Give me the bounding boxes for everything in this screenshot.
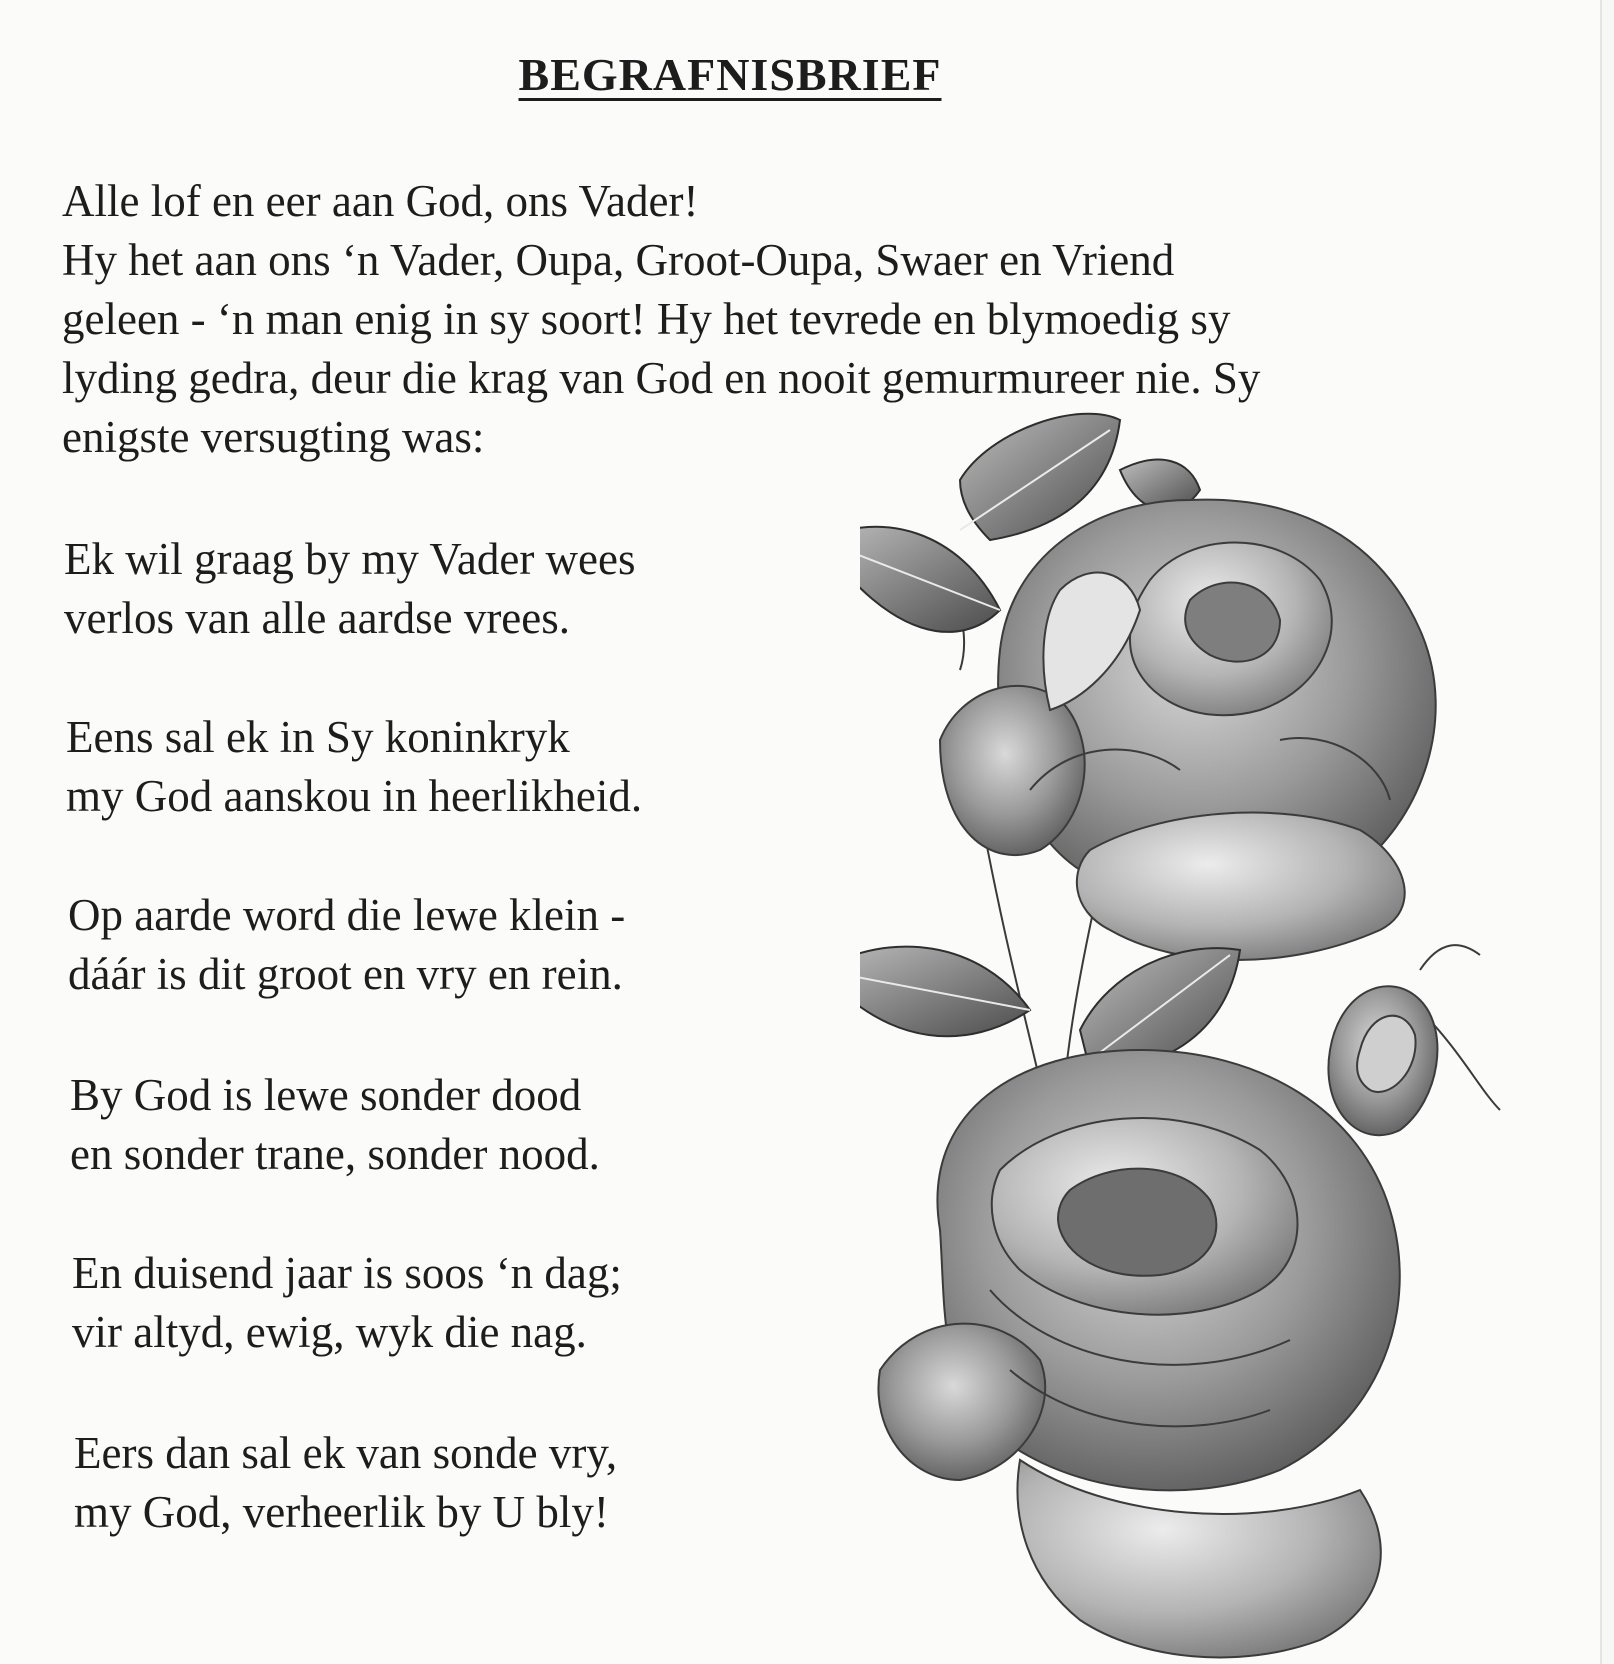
intro-line: enigste versugting was: xyxy=(62,412,485,462)
poem-line: my God, verheerlik by U bly! xyxy=(74,1487,609,1537)
poem-line: en sonder trane, sonder nood. xyxy=(70,1129,600,1179)
poem-stanza xyxy=(64,530,764,648)
poem-line: Ek wil graag by my Vader wees xyxy=(64,534,636,584)
poem-stanza xyxy=(68,886,768,1004)
rose-bud xyxy=(1328,945,1480,1135)
poem-line: verlos van alle aardse vrees. xyxy=(64,593,571,643)
poem-line: Eens sal ek in Sy koninkryk xyxy=(66,712,570,762)
poem-line: my God aanskou in heerlikheid. xyxy=(66,771,643,821)
poem-line: By God is lewe sonder dood xyxy=(70,1070,582,1120)
poem-line: Op aarde word die lewe klein - xyxy=(68,890,626,940)
intro-line: Alle lof en eer aan God, ons Vader! xyxy=(62,176,699,226)
poem-line: En duisend jaar is soos ‘n dag; xyxy=(72,1248,622,1298)
upper-rose xyxy=(940,500,1436,960)
poem-line: dáár is dit groot en vry en rein. xyxy=(68,949,623,999)
intro-line: Hy het aan ons ‘n Vader, Oupa, Groot-Oupa, Swaer en Vriend xyxy=(62,235,1175,285)
poem-stanza xyxy=(70,1066,770,1184)
rose-illustration xyxy=(860,410,1600,1664)
poem-stanza xyxy=(74,1424,774,1542)
poem-line: Eers dan sal ek van sonde vry, xyxy=(74,1428,618,1478)
leaves-middle xyxy=(860,947,1240,1070)
poem-line: vir altyd, ewig, wyk die nag. xyxy=(72,1307,587,1357)
intro-line: lyding gedra, deur die krag van God en nooit gemurmureer nie. Sy xyxy=(62,353,1261,403)
poem-stanza xyxy=(66,708,766,826)
lower-rose xyxy=(878,1050,1399,1657)
intro-line: geleen - ‘n man enig in sy soort! Hy het tevrede en blymoedig sy xyxy=(62,294,1231,344)
poem-stanza xyxy=(72,1244,772,1362)
document-title: BEGRAFNISBRIEF xyxy=(518,49,942,100)
